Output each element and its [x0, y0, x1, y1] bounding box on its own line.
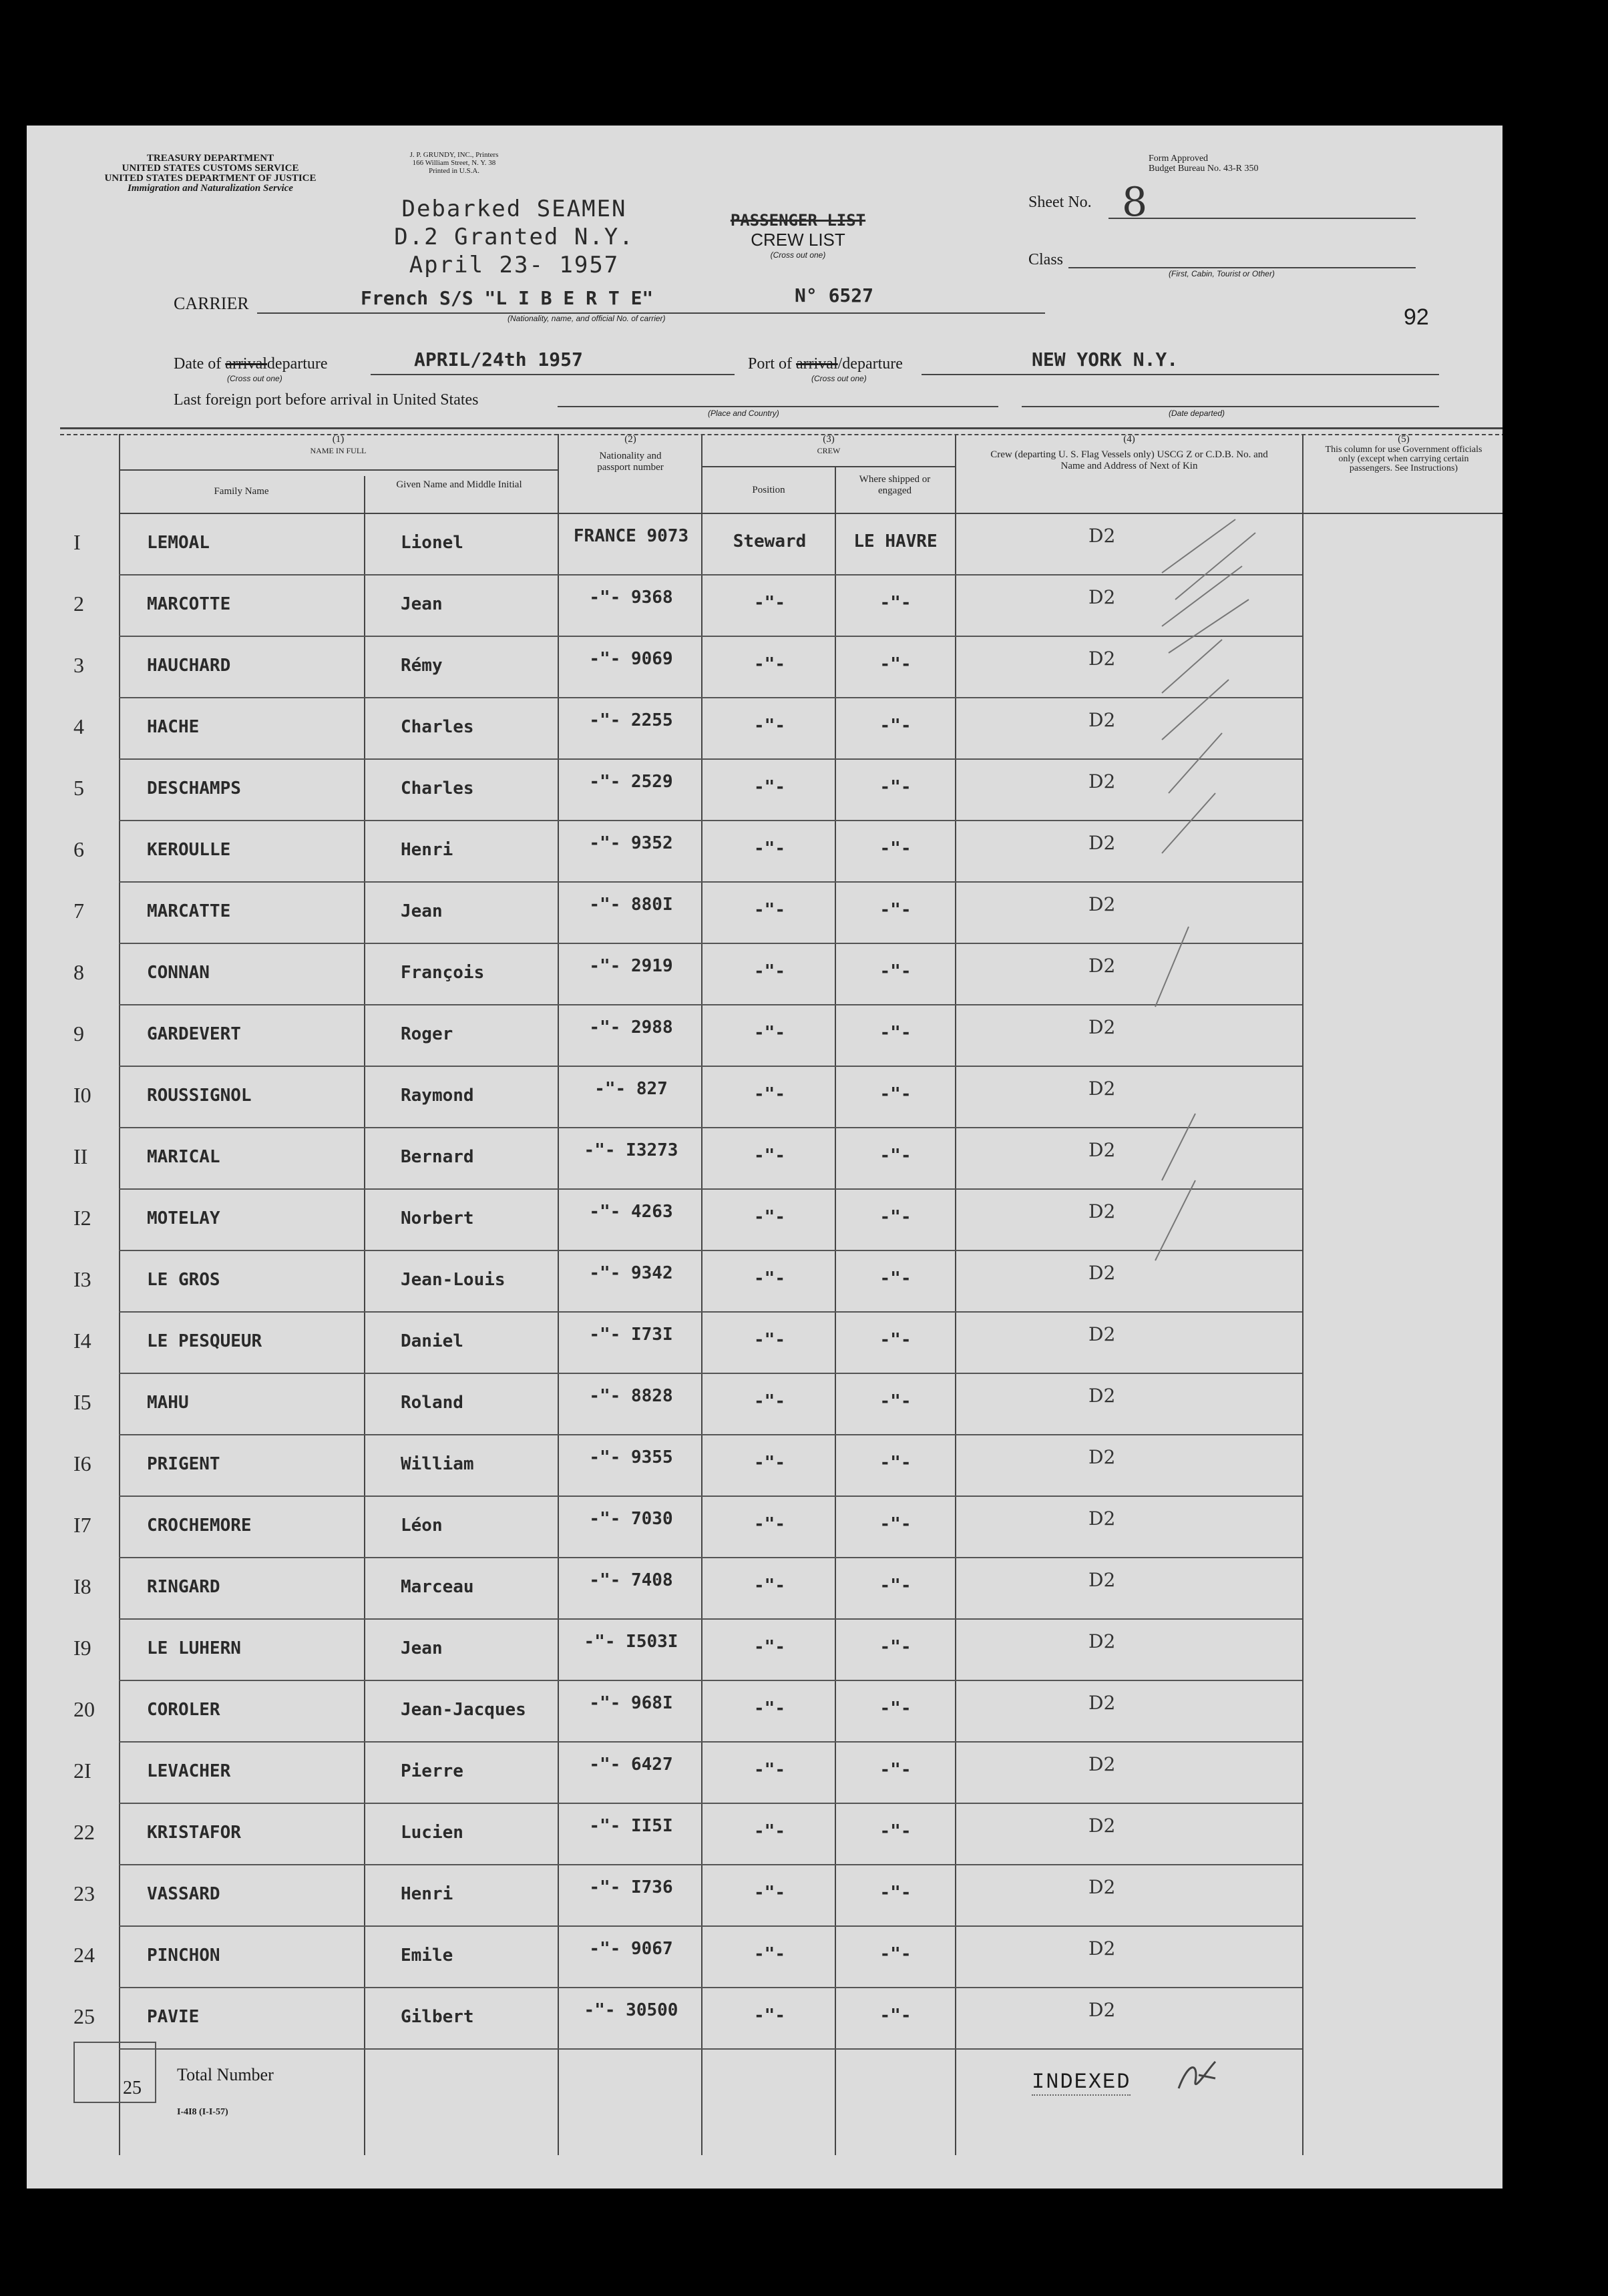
shipped-where: -"- [879, 1330, 912, 1350]
stamp-line-1: Debarked SEAMEN [401, 196, 627, 222]
crew-d2-mark: D2 [1088, 1446, 1116, 1468]
last-date-rule [1022, 406, 1439, 407]
port-rule [922, 374, 1439, 375]
col2-number: (2) [624, 434, 636, 445]
table-row [27, 1741, 1502, 1803]
nationality-passport: -"- I73I [589, 1325, 673, 1345]
given-name: Charles [401, 717, 474, 737]
col3-subrule [702, 466, 955, 467]
checkmark-group [1155, 519, 1255, 1260]
shipped-where: -"- [879, 2006, 912, 2026]
row-number: 8 [73, 960, 84, 984]
row-number: 4 [73, 714, 84, 738]
checkmark-stroke [1162, 680, 1229, 740]
checkmark-stroke [1155, 927, 1189, 1007]
crew-d2-mark: D2 [1088, 525, 1116, 547]
given-name: Bernard [401, 1147, 474, 1167]
given-name: Henri [401, 840, 453, 860]
crew-position: -"- [754, 1821, 785, 1841]
crew-d2-mark: D2 [1088, 1999, 1116, 2021]
crew-position: -"- [754, 716, 785, 736]
crew-position: Steward [733, 531, 807, 551]
port-label-prefix: Port of [748, 355, 796, 373]
nationality-passport: -"- 8828 [589, 1386, 673, 1406]
total-value: 25 [123, 2078, 142, 2098]
sheet-no-value: 8 [1122, 179, 1148, 226]
crew-d2-mark: D2 [1088, 1200, 1116, 1222]
crew-d2-mark: D2 [1088, 955, 1116, 977]
nationality-passport: -"- 827 [594, 1079, 668, 1099]
total-box [73, 2042, 156, 2103]
carrier-official-no: N° 6527 [795, 284, 874, 306]
row-number: I0 [73, 1083, 91, 1107]
checkmark-stroke [1162, 519, 1235, 573]
crew-position: -"- [754, 1514, 785, 1534]
nationality-passport: -"- 9355 [589, 1447, 673, 1467]
table-row [27, 1987, 1502, 2048]
crew-d2-mark: D2 [1088, 1508, 1116, 1530]
nationality-passport: -"- 968I [589, 1693, 673, 1713]
form-approved-line-1: Form Approved [1149, 154, 1209, 164]
shipped-where: -"- [879, 1084, 912, 1104]
class-rule [1068, 267, 1416, 268]
row-number: I8 [73, 1574, 91, 1598]
shipped-where: -"- [879, 593, 912, 613]
crew-d2-mark: D2 [1088, 1815, 1116, 1837]
shipped-where: -"- [879, 900, 912, 920]
family-name: PAVIE [147, 2007, 200, 2027]
crew-d2-mark: D2 [1088, 1937, 1116, 1960]
crew-position: -"- [754, 1637, 785, 1657]
col1-header [119, 434, 558, 457]
row-number: 7 [73, 899, 84, 923]
shipped-where: -"- [879, 1146, 912, 1166]
shipped-where: -"- [879, 1883, 912, 1903]
crew-d2-mark: D2 [1088, 1016, 1116, 1038]
crew-d2-mark: D2 [1088, 1569, 1116, 1591]
given-name: Pierre [401, 1761, 463, 1781]
checkmark-stroke [1162, 1114, 1195, 1180]
shipped-where: -"- [879, 1023, 912, 1043]
given-name: Jean-Jacques [401, 1700, 526, 1720]
col3-where-header: Where shipped or engaged [859, 474, 931, 496]
crew-position: -"- [754, 1207, 785, 1227]
row-number: 22 [73, 1820, 95, 1844]
nationality-passport: -"- 4263 [589, 1202, 673, 1222]
crew-list-sheet [27, 126, 1502, 2189]
crew-position: -"- [754, 777, 785, 797]
crew-d2-mark: D2 [1088, 832, 1116, 854]
checkmark-stroke [1162, 793, 1215, 853]
crew-d2-mark: D2 [1088, 709, 1116, 731]
crew-position: -"- [754, 1330, 785, 1350]
port-label [748, 355, 903, 373]
nationality-passport: -"- 7030 [589, 1509, 673, 1529]
nationality-passport: -"- 2529 [589, 772, 673, 792]
col4-number: (4) [1123, 434, 1135, 445]
crew-position: -"- [754, 1391, 785, 1411]
col3-position-header: Position [752, 485, 785, 495]
crew-position: -"- [754, 1023, 785, 1043]
date-label-struck: arrival [225, 355, 267, 373]
carrier-label: CARRIER [174, 294, 249, 313]
crew-position: -"- [754, 961, 785, 981]
row-number: I4 [73, 1329, 91, 1353]
given-name: Roland [401, 1393, 463, 1413]
family-name: MAHU [147, 1393, 189, 1413]
table-row [27, 1803, 1502, 1864]
nationality-passport: -"- 9352 [589, 833, 673, 853]
crew-position: -"- [754, 900, 785, 920]
col4-title: Crew (departing U. S. Flag Vessels only) USCG Z or C.D.B. No. and Name and Address of Next of Kin [990, 449, 1268, 471]
list-type-note: (Cross out one) [770, 250, 826, 260]
crew-d2-mark: D2 [1088, 1630, 1116, 1652]
given-name: Charles [401, 778, 474, 798]
table-row [27, 1680, 1502, 1741]
family-name: HAUCHARD [147, 656, 231, 676]
port-label-struck: arrival [796, 355, 838, 373]
last-port-label: Last foreign port before arrival in United States [174, 391, 479, 409]
row-number: 24 [73, 1943, 95, 1967]
crew-d2-mark: D2 [1088, 1876, 1116, 1898]
given-name: Jean [401, 1638, 443, 1658]
date-label-prefix: Date of [174, 355, 226, 373]
page-number: 92 [1404, 304, 1429, 330]
given-name: Léon [401, 1516, 443, 1536]
last-port-date-note: (Date departed) [1169, 409, 1225, 418]
family-name: CROCHEMORE [147, 1516, 252, 1536]
carrier-note: (Nationality, name, and official No. of carrier) [508, 314, 666, 323]
col2-header [560, 434, 701, 473]
class-label: Class [1028, 251, 1064, 268]
printer-imprint [374, 151, 534, 175]
family-name: LE GROS [147, 1270, 220, 1290]
family-name: ROUSSIGNOL [147, 1086, 252, 1106]
given-name: Marceau [401, 1577, 474, 1597]
shipped-where: -"- [879, 1391, 912, 1411]
agency-header [67, 154, 354, 194]
col3-number: (3) [823, 434, 835, 445]
crew-position: -"- [754, 1698, 785, 1718]
given-name: Norbert [401, 1208, 474, 1228]
crew-position: -"- [754, 654, 785, 674]
row-number: 23 [73, 1881, 95, 1905]
checkmark-stroke [1162, 640, 1222, 693]
form-code: I-4I8 (I-I-57) [177, 2107, 228, 2117]
row-number: 2I [73, 1759, 91, 1783]
sheet-no-rule [1109, 218, 1416, 219]
indexed-stamp: INDEXED [1032, 2070, 1131, 2094]
shipped-where: -"- [879, 1821, 912, 1841]
family-name: MOTELAY [147, 1208, 220, 1228]
given-name: Emile [401, 1945, 453, 1966]
checkmark-stroke [1169, 600, 1249, 653]
family-name: DESCHAMPS [147, 778, 241, 798]
nationality-passport: -"- 2255 [589, 710, 673, 730]
checkmark-stroke [1169, 733, 1222, 793]
crew-d2-mark: D2 [1088, 1753, 1116, 1775]
family-name: LE PESQUEUR [147, 1331, 262, 1351]
col3-header [702, 434, 955, 457]
crew-d2-mark: D2 [1088, 1692, 1116, 1714]
pen-strokes [1149, 513, 1322, 1634]
nationality-passport: -"- 9368 [589, 588, 673, 608]
row-number: 6 [73, 837, 84, 861]
date-rule [371, 374, 735, 375]
printer-line-2: 166 William Street, N. Y. 38 [412, 159, 496, 167]
crew-list-title: CREW LIST [751, 230, 845, 250]
nationality-passport: -"- 6427 [589, 1755, 673, 1775]
shipped-where: -"- [879, 961, 912, 981]
family-name: KEROULLE [147, 840, 231, 860]
family-name: CONNAN [147, 963, 210, 983]
row-number: 20 [73, 1697, 95, 1721]
crew-d2-mark: D2 [1088, 1139, 1116, 1161]
family-name: LEMOAL [147, 533, 210, 553]
crew-position: -"- [754, 2006, 785, 2026]
given-name: Jean-Louis [401, 1270, 506, 1290]
row-number: 5 [73, 776, 84, 800]
col1-number: (1) [332, 434, 345, 445]
nationality-passport: FRANCE 9073 [573, 526, 689, 546]
given-name: Rémy [401, 656, 443, 676]
port-value: NEW YORK N.Y. [1032, 349, 1179, 371]
port-note: (Cross out one) [811, 374, 867, 383]
agency-line-2: UNITED STATES CUSTOMS SERVICE [122, 163, 299, 174]
row-divider [119, 2048, 1302, 2050]
nationality-passport: -"- 9069 [589, 649, 673, 669]
port-label-suffix: /departure [837, 355, 903, 373]
crew-d2-mark: D2 [1088, 1262, 1116, 1284]
family-name: MARCATTE [147, 901, 231, 921]
row-number: 3 [73, 653, 84, 677]
col1-given-header: Given Name and Middle Initial [396, 479, 522, 490]
crew-position: -"- [754, 593, 785, 613]
nationality-passport: -"- 7408 [589, 1570, 673, 1590]
carrier-value: French S/S "L I B E R T E" [361, 287, 654, 309]
shipped-where: -"- [879, 1637, 912, 1657]
family-name: KRISTAFOR [147, 1823, 241, 1843]
passenger-list-struck: PASSENGER LIST [730, 211, 866, 230]
nationality-passport: -"- 30500 [584, 2000, 678, 2020]
crew-position: -"- [754, 1269, 785, 1289]
nationality-passport: -"- 9067 [589, 1939, 673, 1959]
col5-number: (5) [1398, 434, 1410, 445]
printer-line-1: J. P. GRUNDY, INC., Printers [409, 151, 499, 159]
family-name: PRIGENT [147, 1454, 220, 1474]
crew-position: -"- [754, 1944, 785, 1964]
shipped-where: -"- [879, 839, 912, 859]
agency-line-3: UNITED STATES DEPARTMENT OF JUSTICE [104, 173, 317, 184]
nationality-passport: -"- 880I [589, 895, 673, 915]
sheet-no-label: Sheet No. [1028, 194, 1092, 211]
given-name: François [401, 963, 485, 983]
nationality-passport: -"- I736 [589, 1877, 673, 1897]
checkmark-stroke [1175, 533, 1255, 600]
family-name: COROLER [147, 1700, 220, 1720]
stamp-line-3: April 23- 1957 [409, 252, 620, 278]
form-approved-line-2: Budget Bureau No. 43-R 350 [1149, 164, 1259, 174]
family-name: RINGARD [147, 1577, 220, 1597]
shipped-where: -"- [879, 1269, 912, 1289]
crew-position: -"- [754, 1576, 785, 1596]
agency-line-4: Immigration and Naturalization Service [128, 183, 293, 194]
nationality-passport: -"- 2919 [589, 956, 673, 976]
crew-position: -"- [754, 1084, 785, 1104]
shipped-where: -"- [879, 716, 912, 736]
last-port-place-note: (Place and Country) [708, 409, 779, 418]
given-name: Lionel [401, 533, 463, 553]
crew-position: -"- [754, 839, 785, 859]
stamp-line-2: D.2 Granted N.Y. [394, 224, 634, 250]
col5-header [1303, 434, 1502, 473]
crew-d2-mark: D2 [1088, 1078, 1116, 1100]
debarked-stamp [347, 195, 681, 279]
nationality-passport: -"- II5I [589, 1816, 673, 1836]
family-name: LE LUHERN [147, 1638, 241, 1658]
shipped-where: -"- [879, 1453, 912, 1473]
given-name: Lucien [401, 1823, 463, 1843]
col1-family-header: Family Name [214, 486, 269, 497]
last-port-rule [558, 406, 998, 407]
crew-position: -"- [754, 1883, 785, 1903]
nationality-passport: -"- I503I [584, 1632, 678, 1652]
date-value: APRIL/24th 1957 [414, 349, 583, 371]
table-top-rule [60, 427, 1502, 429]
family-name: VASSARD [147, 1884, 220, 1904]
shipped-where: -"- [879, 1944, 912, 1964]
nationality-passport: -"- 9342 [589, 1263, 673, 1283]
row-number: I6 [73, 1451, 91, 1475]
given-name: Roger [401, 1024, 453, 1044]
family-name: HACHE [147, 717, 200, 737]
nationality-passport: -"- 2988 [589, 1017, 673, 1038]
checkmark-stroke [1155, 1180, 1195, 1260]
row-number: I [73, 530, 81, 554]
date-label [174, 355, 328, 373]
col4-header [956, 434, 1302, 472]
shipped-where: -"- [879, 654, 912, 674]
row-number: I2 [73, 1206, 91, 1230]
nationality-passport: -"- I3273 [584, 1140, 678, 1160]
row-number: 25 [73, 2004, 95, 2028]
crew-position: -"- [754, 1453, 785, 1473]
row-number: I7 [73, 1513, 91, 1537]
given-name: Jean [401, 901, 443, 921]
indexed-initials [1175, 2055, 1222, 2095]
row-number: I3 [73, 1267, 91, 1291]
row-number: 9 [73, 1021, 84, 1046]
shipped-where: -"- [879, 1576, 912, 1596]
class-note: (First, Cabin, Tourist or Other) [1169, 269, 1275, 278]
list-type [694, 211, 901, 260]
date-label-suffix: departure [266, 355, 328, 373]
crew-d2-mark: D2 [1088, 648, 1116, 670]
table-row [27, 1925, 1502, 1987]
given-name: William [401, 1454, 474, 1474]
crew-d2-mark: D2 [1088, 1323, 1116, 1345]
row-number: I9 [73, 1636, 91, 1660]
shipped-where: -"- [879, 1207, 912, 1227]
initials-stroke [1179, 2062, 1215, 2088]
col1-title: NAME IN FULL [310, 446, 367, 455]
family-name: GARDEVERT [147, 1024, 241, 1044]
crew-position: -"- [754, 1760, 785, 1780]
family-name: MARCOTTE [147, 594, 231, 614]
row-number: I5 [73, 1390, 91, 1414]
agency-line-1: TREASURY DEPARTMENT [146, 153, 274, 164]
row-number: II [73, 1144, 88, 1168]
shipped-where: -"- [879, 1760, 912, 1780]
row-number: 2 [73, 592, 84, 616]
col2-title: Nationality and passport number [597, 451, 664, 473]
table-row [27, 1864, 1502, 1925]
col1-subrule [120, 469, 558, 471]
family-name: LEVACHER [147, 1761, 231, 1781]
family-name: PINCHON [147, 1945, 220, 1966]
printer-line-3: Printed in U.S.A. [428, 167, 480, 175]
shipped-where: -"- [879, 777, 912, 797]
given-name: Gilbert [401, 2007, 474, 2027]
family-name: MARICAL [147, 1147, 220, 1167]
given-name: Daniel [401, 1331, 463, 1351]
crew-d2-mark: D2 [1088, 586, 1116, 608]
shipped-where: -"- [879, 1514, 912, 1534]
date-note: (Cross out one) [227, 374, 282, 383]
shipped-where: LE HAVRE [853, 531, 938, 551]
shipped-where: -"- [879, 1698, 912, 1718]
form-approved [1149, 154, 1258, 174]
col3-title: CREW [817, 446, 841, 455]
crew-d2-mark: D2 [1088, 893, 1116, 915]
crew-position: -"- [754, 1146, 785, 1166]
given-name: Jean [401, 594, 443, 614]
crew-d2-mark: D2 [1088, 1385, 1116, 1407]
crew-d2-mark: D2 [1088, 770, 1116, 792]
given-name: Raymond [401, 1086, 474, 1106]
total-label: Total Number [177, 2065, 274, 2084]
checkmark-stroke [1162, 566, 1242, 626]
col5-title: This column for use Government officials only (except when carrying certain passengers. See Instructions) [1325, 445, 1482, 473]
given-name: Henri [401, 1884, 453, 1904]
